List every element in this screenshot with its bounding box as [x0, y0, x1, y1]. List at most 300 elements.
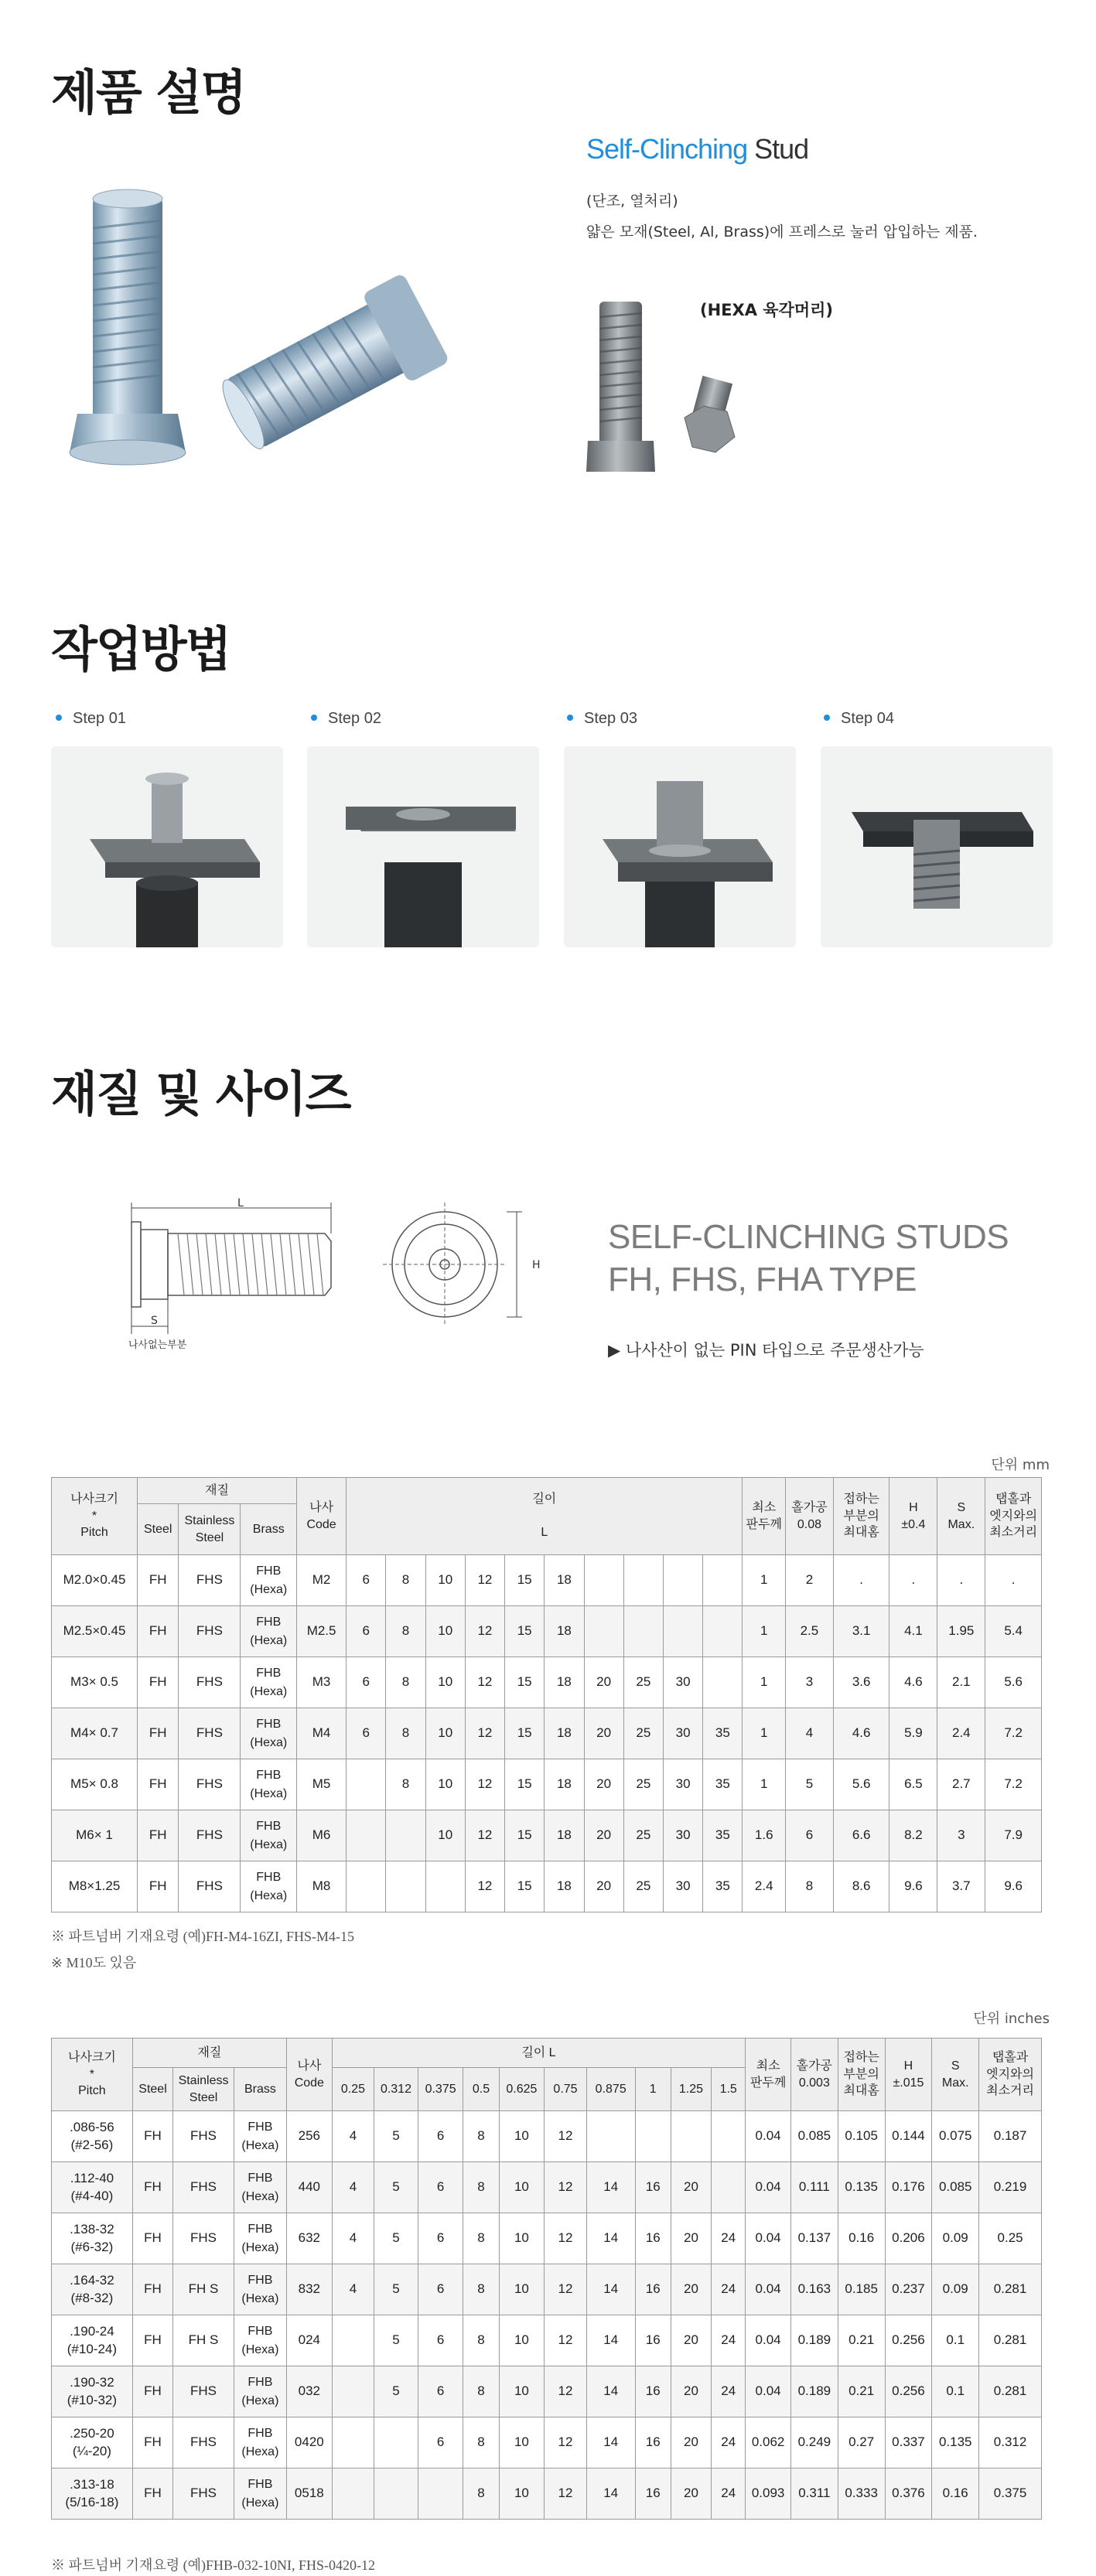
- cell-code: 832: [286, 2264, 332, 2315]
- cell-length: 30: [663, 1657, 702, 1708]
- cell-length: [386, 1861, 425, 1912]
- step-bullet-icon: [311, 715, 317, 721]
- cell-min-thickness: 0.04: [746, 2162, 791, 2213]
- cell-length: 12: [545, 2264, 587, 2315]
- cell-length: 12: [545, 2417, 587, 2469]
- cell-length: [332, 2469, 374, 2520]
- cell-length: 24: [712, 2315, 746, 2366]
- cell-edge: 7.2: [985, 1708, 1042, 1759]
- cell-stainless: FHS: [173, 2213, 234, 2264]
- cell-length: 24: [712, 2366, 746, 2417]
- cell-min-thickness: 0.093: [746, 2469, 791, 2520]
- cell-length: 35: [703, 1810, 743, 1861]
- cell-length: 30: [663, 1861, 702, 1912]
- cell-brass: FHB (Hexa): [241, 1708, 297, 1759]
- cell-steel: FH: [138, 1759, 179, 1810]
- cell-length: 18: [545, 1810, 584, 1861]
- cell-s: 0.09: [932, 2213, 979, 2264]
- cell-steel: FH: [138, 1555, 179, 1606]
- cell-contact: 0.21: [838, 2366, 885, 2417]
- cell-min-thickness: 2.4: [743, 1861, 786, 1912]
- label-L: L: [237, 1197, 244, 1210]
- cell-length: 8: [386, 1606, 425, 1657]
- cell-s: 3: [937, 1810, 985, 1861]
- cell-edge: 5.6: [985, 1657, 1042, 1708]
- cell-size: .112-40 (#4-40): [52, 2162, 133, 2213]
- cell-length: [712, 2111, 746, 2162]
- cell-length: [425, 1861, 465, 1912]
- cell-stainless: FHS: [173, 2417, 234, 2469]
- cell-steel: FH: [132, 2213, 172, 2264]
- cell-size: M8×1.25: [52, 1861, 138, 1912]
- cell-length: 16: [635, 2162, 671, 2213]
- cell-hole: 0.163: [790, 2264, 838, 2315]
- cell-size: M2.5×0.45: [52, 1606, 138, 1657]
- step-bullet-icon: [56, 715, 62, 721]
- cell-code: M2.5: [297, 1606, 347, 1657]
- cell-h: .: [889, 1555, 937, 1606]
- cell-length: 20: [584, 1708, 623, 1759]
- step-bullet-icon: [567, 715, 573, 721]
- cell-size: .190-32 (#10-32): [52, 2366, 133, 2417]
- cell-code: M6: [297, 1810, 347, 1861]
- cell-steel: FH: [132, 2264, 172, 2315]
- cell-brass: FHB (Hexa): [241, 1810, 297, 1861]
- cell-s: 0.135: [932, 2417, 979, 2469]
- cell-length: 20: [671, 2469, 711, 2520]
- hdr-min-thickness: 최소 판두께: [746, 2039, 791, 2111]
- hdr-length-value: 0.5: [463, 2068, 499, 2111]
- cell-contact: 0.105: [838, 2111, 885, 2162]
- cell-contact: 0.16: [838, 2213, 885, 2264]
- product-title: [586, 133, 808, 165]
- cell-size: M3× 0.5: [52, 1657, 138, 1708]
- cell-code: 0420: [286, 2417, 332, 2469]
- section-title-material: 재질 및 사이즈: [51, 1066, 350, 1122]
- cell-length: 6: [418, 2366, 463, 2417]
- cell-hole: 0.085: [790, 2111, 838, 2162]
- hdr-hole: 홀가공 0.08: [785, 1478, 833, 1555]
- table-row: [52, 1555, 1042, 1606]
- cell-length: 6: [347, 1555, 386, 1606]
- hdr-h: H ±.015: [885, 2039, 932, 2111]
- unit-mm: 단위 mm: [991, 1457, 1050, 1473]
- cell-length: 12: [465, 1555, 504, 1606]
- cell-length: [663, 1606, 702, 1657]
- cell-length: 20: [584, 1657, 623, 1708]
- cell-size: M4× 0.7: [52, 1708, 138, 1759]
- label-S: S: [151, 1315, 158, 1327]
- cell-brass: FHB (Hexa): [241, 1606, 297, 1657]
- cell-length: 12: [545, 2162, 587, 2213]
- cell-code: M8: [297, 1861, 347, 1912]
- cell-length: 16: [635, 2213, 671, 2264]
- hdr-length: 길이 L: [332, 2039, 746, 2068]
- hdr-size: 나사크기 * Pitch: [52, 1478, 138, 1555]
- cell-length: 15: [505, 1861, 545, 1912]
- footnote-mm-2: ※ M10도 있음: [51, 1955, 137, 1970]
- hdr-code: 나사 Code: [297, 1478, 347, 1555]
- cell-brass: FHB (Hexa): [234, 2366, 286, 2417]
- cell-stainless: FHS: [173, 2366, 234, 2417]
- label-unthreaded: 나사없는부분: [128, 1339, 187, 1351]
- table-row: [52, 1810, 1042, 1861]
- cell-length: 16: [635, 2417, 671, 2469]
- hexa-label: (HEXA 육각머리): [700, 301, 834, 319]
- cell-length: 12: [545, 2366, 587, 2417]
- cell-length: 10: [499, 2213, 545, 2264]
- cell-length: 20: [584, 1759, 623, 1810]
- cell-length: [703, 1657, 743, 1708]
- cell-stainless: FHS: [179, 1606, 241, 1657]
- cell-h: 0.376: [885, 2469, 932, 2520]
- cell-length: 30: [663, 1708, 702, 1759]
- cell-length: 25: [623, 1708, 663, 1759]
- cell-code: 256: [286, 2111, 332, 2162]
- cell-contact: 3.1: [833, 1606, 889, 1657]
- cell-h: 0.337: [885, 2417, 932, 2469]
- table-row: [52, 2417, 1042, 2469]
- table-row: [52, 1708, 1042, 1759]
- cell-length: 5: [374, 2162, 418, 2213]
- cell-size: .190-24 (#10-24): [52, 2315, 133, 2366]
- cell-length: 5: [374, 2111, 418, 2162]
- cell-stainless: FHS: [179, 1708, 241, 1759]
- cell-s: 0.085: [932, 2162, 979, 2213]
- product-title-highlight: Self-Clinching: [586, 133, 748, 165]
- stud-dimension-drawing: [116, 1191, 549, 1392]
- cell-length: 8: [463, 2213, 499, 2264]
- cell-length: 15: [505, 1810, 545, 1861]
- cell-length: 4: [332, 2264, 374, 2315]
- cell-length: 12: [465, 1708, 504, 1759]
- cell-contact: 3.6: [833, 1657, 889, 1708]
- cell-hole: 0.111: [790, 2162, 838, 2213]
- cell-brass: FHB (Hexa): [234, 2162, 286, 2213]
- cell-length: 8: [386, 1708, 425, 1759]
- footnote-mm-1: ※ 파트넘버 기재요령 (예)FH-M4-16ZI, FHS-M4-15: [51, 1929, 354, 1944]
- table-row: [52, 2162, 1042, 2213]
- cell-length: 8: [386, 1759, 425, 1810]
- diagram-note: ▶ 나사산이 없는 PIN 타입으로 주문생산가능: [608, 1341, 924, 1360]
- cell-h: 4.6: [889, 1657, 937, 1708]
- cell-size: M6× 1: [52, 1810, 138, 1861]
- cell-length: 18: [545, 1555, 584, 1606]
- cell-length: [584, 1606, 623, 1657]
- cell-length: 24: [712, 2264, 746, 2315]
- cell-brass: FHB (Hexa): [234, 2213, 286, 2264]
- cell-steel: FH: [138, 1606, 179, 1657]
- cell-s: 0.1: [932, 2315, 979, 2366]
- cell-edge: 0.219: [979, 2162, 1042, 2213]
- cell-length: 6: [418, 2315, 463, 2366]
- cell-s: 2.4: [937, 1708, 985, 1759]
- cell-length: 16: [635, 2264, 671, 2315]
- table-row: [52, 1657, 1042, 1708]
- cell-length: 6: [418, 2162, 463, 2213]
- cell-length: 8: [463, 2366, 499, 2417]
- cell-brass: FHB (Hexa): [234, 2417, 286, 2469]
- hdr-edge: 탭홀과 엣지와의 최소거리: [979, 2039, 1042, 2111]
- cell-min-thickness: 0.04: [746, 2315, 791, 2366]
- hdr-length-value: 1.25: [671, 2068, 711, 2111]
- cell-steel: FH: [132, 2162, 172, 2213]
- cell-length: 18: [545, 1606, 584, 1657]
- cell-length: 10: [499, 2315, 545, 2366]
- cell-min-thickness: 1: [743, 1657, 786, 1708]
- cell-length: 25: [623, 1759, 663, 1810]
- hdr-contact: 접하는 부분의 최대홈: [833, 1478, 889, 1555]
- cell-code: 440: [286, 2162, 332, 2213]
- cell-length: 8: [463, 2469, 499, 2520]
- table-row: [52, 2213, 1042, 2264]
- cell-min-thickness: 0.04: [746, 2264, 791, 2315]
- cell-length: 6: [418, 2111, 463, 2162]
- cell-length: 15: [505, 1708, 545, 1759]
- cell-length: 18: [545, 1759, 584, 1810]
- cell-length: 30: [663, 1810, 702, 1861]
- hdr-length-value: 0.375: [418, 2068, 463, 2111]
- cell-length: 20: [584, 1861, 623, 1912]
- spec-table-inches: [51, 2038, 1042, 2520]
- hdr-edge: 탭홀과 엣지와의 최소거리: [985, 1478, 1042, 1555]
- cell-length: 10: [499, 2264, 545, 2315]
- product-subtitle: (단조, 열처리): [586, 193, 678, 210]
- cell-stainless: FHS: [173, 2111, 234, 2162]
- cell-length: 12: [545, 2111, 587, 2162]
- cell-hole: 4: [785, 1708, 833, 1759]
- cell-length: [332, 2315, 374, 2366]
- cell-length: [703, 1606, 743, 1657]
- cell-stainless: FH S: [173, 2315, 234, 2366]
- product-description: 얇은 모재(Steel, Al, Brass)에 프레스로 눌러 압입하는 제품.: [586, 223, 978, 241]
- cell-length: 8: [463, 2111, 499, 2162]
- cell-length: [347, 1861, 386, 1912]
- hdr-stainless: Stainless Steel: [173, 2068, 234, 2111]
- hexa-stud-photo: [584, 294, 777, 487]
- cell-length: 25: [623, 1657, 663, 1708]
- cell-size: M2.0×0.45: [52, 1555, 138, 1606]
- cell-length: 8: [463, 2162, 499, 2213]
- cell-min-thickness: 1: [743, 1606, 786, 1657]
- cell-length: 8: [386, 1555, 425, 1606]
- cell-length: 35: [703, 1861, 743, 1912]
- cell-hole: 5: [785, 1759, 833, 1810]
- cell-length: 5: [374, 2213, 418, 2264]
- cell-length: 20: [671, 2264, 711, 2315]
- cell-hole: 2.5: [785, 1606, 833, 1657]
- cell-hole: 6: [785, 1810, 833, 1861]
- cell-length: [663, 1555, 702, 1606]
- cell-length: 10: [499, 2162, 545, 2213]
- cell-length: 12: [465, 1657, 504, 1708]
- cell-length: [635, 2111, 671, 2162]
- cell-h: 9.6: [889, 1861, 937, 1912]
- cell-hole: 8: [785, 1861, 833, 1912]
- cell-length: 8: [463, 2315, 499, 2366]
- cell-edge: 0.281: [979, 2264, 1042, 2315]
- hdr-material: 재질: [132, 2039, 286, 2068]
- hdr-min-thickness: 최소 판두께: [743, 1478, 786, 1555]
- diagram-title-2: FH, FHS, FHA TYPE: [608, 1261, 917, 1298]
- cell-size: M5× 0.8: [52, 1759, 138, 1810]
- cell-length: 10: [425, 1810, 465, 1861]
- cell-steel: FH: [138, 1810, 179, 1861]
- cell-length: 12: [465, 1861, 504, 1912]
- cell-contact: .: [833, 1555, 889, 1606]
- cell-length: 12: [545, 2469, 587, 2520]
- cell-stainless: FHS: [179, 1861, 241, 1912]
- cell-length: 12: [465, 1810, 504, 1861]
- cell-contact: 4.6: [833, 1708, 889, 1759]
- cell-length: [332, 2417, 374, 2469]
- cell-length: 14: [586, 2417, 635, 2469]
- hdr-length-value: 0.312: [374, 2068, 418, 2111]
- step-image-3: [564, 746, 796, 947]
- cell-edge: 0.375: [979, 2469, 1042, 2520]
- cell-brass: FHB (Hexa): [241, 1861, 297, 1912]
- cell-length: 10: [499, 2111, 545, 2162]
- cell-edge: 7.9: [985, 1810, 1042, 1861]
- cell-length: 24: [712, 2213, 746, 2264]
- cell-length: 6: [347, 1606, 386, 1657]
- cell-length: 10: [425, 1555, 465, 1606]
- cell-edge: 0.312: [979, 2417, 1042, 2469]
- cell-brass: FHB (Hexa): [234, 2111, 286, 2162]
- cell-length: 10: [425, 1606, 465, 1657]
- cell-stainless: FH S: [173, 2264, 234, 2315]
- cell-brass: FHB (Hexa): [234, 2315, 286, 2366]
- cell-s: 1.95: [937, 1606, 985, 1657]
- cell-code: M2: [297, 1555, 347, 1606]
- diagram-title-1: SELF-CLINCHING STUDS: [608, 1218, 1009, 1256]
- cell-length: [586, 2111, 635, 2162]
- cell-length: [623, 1606, 663, 1657]
- cell-length: 4: [332, 2162, 374, 2213]
- cell-contact: 6.6: [833, 1810, 889, 1861]
- cell-contact: 0.333: [838, 2469, 885, 2520]
- cell-edge: 0.187: [979, 2111, 1042, 2162]
- cell-length: 30: [663, 1759, 702, 1810]
- cell-length: [623, 1555, 663, 1606]
- cell-length: 12: [465, 1759, 504, 1810]
- cell-edge: 0.281: [979, 2315, 1042, 2366]
- cell-edge: .: [985, 1555, 1042, 1606]
- cell-s: 0.16: [932, 2469, 979, 2520]
- cell-h: 5.9: [889, 1708, 937, 1759]
- cell-length: 14: [586, 2366, 635, 2417]
- section-title-product: 제품 설명: [51, 64, 246, 121]
- cell-brass: FHB (Hexa): [241, 1759, 297, 1810]
- cell-s: 0.09: [932, 2264, 979, 2315]
- hdr-length: 길이 L: [347, 1478, 743, 1555]
- hdr-steel: Steel: [138, 1504, 179, 1555]
- spec-table-mm: [51, 1477, 1042, 1912]
- cell-steel: FH: [138, 1861, 179, 1912]
- cell-code: 024: [286, 2315, 332, 2366]
- cell-stainless: FHS: [179, 1810, 241, 1861]
- cell-h: 0.176: [885, 2162, 932, 2213]
- cell-length: 16: [635, 2315, 671, 2366]
- table-row: [52, 1861, 1042, 1912]
- cell-length: 6: [347, 1657, 386, 1708]
- cell-edge: 5.4: [985, 1606, 1042, 1657]
- cell-min-thickness: 0.04: [746, 2366, 791, 2417]
- cell-stainless: FHS: [173, 2162, 234, 2213]
- cell-brass: FHB (Hexa): [241, 1555, 297, 1606]
- cell-steel: FH: [138, 1708, 179, 1759]
- cell-length: 8: [463, 2264, 499, 2315]
- cell-length: 12: [545, 2213, 587, 2264]
- cell-length: 5: [374, 2366, 418, 2417]
- cell-length: [584, 1555, 623, 1606]
- cell-stainless: FHS: [179, 1759, 241, 1810]
- hdr-length-value: 0.25: [332, 2068, 374, 2111]
- cell-length: 25: [623, 1861, 663, 1912]
- step-image-2: [307, 746, 539, 947]
- cell-length: [712, 2162, 746, 2213]
- cell-length: 4: [332, 2213, 374, 2264]
- hdr-code: 나사 Code: [286, 2039, 332, 2111]
- hdr-brass: Brass: [241, 1504, 297, 1555]
- cell-length: 18: [545, 1861, 584, 1912]
- hdr-size: 나사크기 * Pitch: [52, 2039, 133, 2111]
- cell-brass: FHB (Hexa): [234, 2264, 286, 2315]
- cell-length: 20: [584, 1810, 623, 1861]
- cell-length: 15: [505, 1657, 545, 1708]
- cell-steel: FH: [138, 1657, 179, 1708]
- cell-length: 14: [586, 2315, 635, 2366]
- cell-min-thickness: 1: [743, 1759, 786, 1810]
- cell-h: 4.1: [889, 1606, 937, 1657]
- footnote-inches: ※ 파트넘버 기재요령 (예)FHB-032-10NI, FHS-0420-12: [51, 2557, 375, 2573]
- cell-stainless: FHS: [179, 1555, 241, 1606]
- cell-length: 6: [418, 2264, 463, 2315]
- hdr-contact: 접하는 부분의 최대홈: [838, 2039, 885, 2111]
- cell-contact: 8.6: [833, 1861, 889, 1912]
- step-label-1: Step 01: [56, 710, 126, 728]
- step-label-2: Step 02: [311, 710, 381, 728]
- cell-length: 6: [418, 2417, 463, 2469]
- cell-steel: FH: [132, 2469, 172, 2520]
- cell-length: 10: [499, 2469, 545, 2520]
- cell-steel: FH: [132, 2366, 172, 2417]
- table-row: [52, 1606, 1042, 1657]
- cell-steel: FH: [132, 2417, 172, 2469]
- step-image-1: [51, 746, 283, 947]
- cell-length: 20: [671, 2315, 711, 2366]
- step-label-3: Step 03: [567, 710, 637, 728]
- cell-contact: 0.135: [838, 2162, 885, 2213]
- cell-hole: 0.311: [790, 2469, 838, 2520]
- cell-length: [347, 1810, 386, 1861]
- cell-length: 14: [586, 2469, 635, 2520]
- cell-length: [332, 2366, 374, 2417]
- hdr-steel: Steel: [132, 2068, 172, 2111]
- table-row: [52, 2111, 1042, 2162]
- cell-code: 032: [286, 2366, 332, 2417]
- cell-min-thickness: 1.6: [743, 1810, 786, 1861]
- cell-length: 14: [586, 2264, 635, 2315]
- hdr-length-value: 0.75: [545, 2068, 587, 2111]
- cell-length: 15: [505, 1759, 545, 1810]
- cell-contact: 5.6: [833, 1759, 889, 1810]
- cell-hole: 0.249: [790, 2417, 838, 2469]
- cell-code: M5: [297, 1759, 347, 1810]
- cell-length: 25: [623, 1810, 663, 1861]
- section-title-method: 작업방법: [51, 621, 230, 677]
- cell-length: 14: [586, 2213, 635, 2264]
